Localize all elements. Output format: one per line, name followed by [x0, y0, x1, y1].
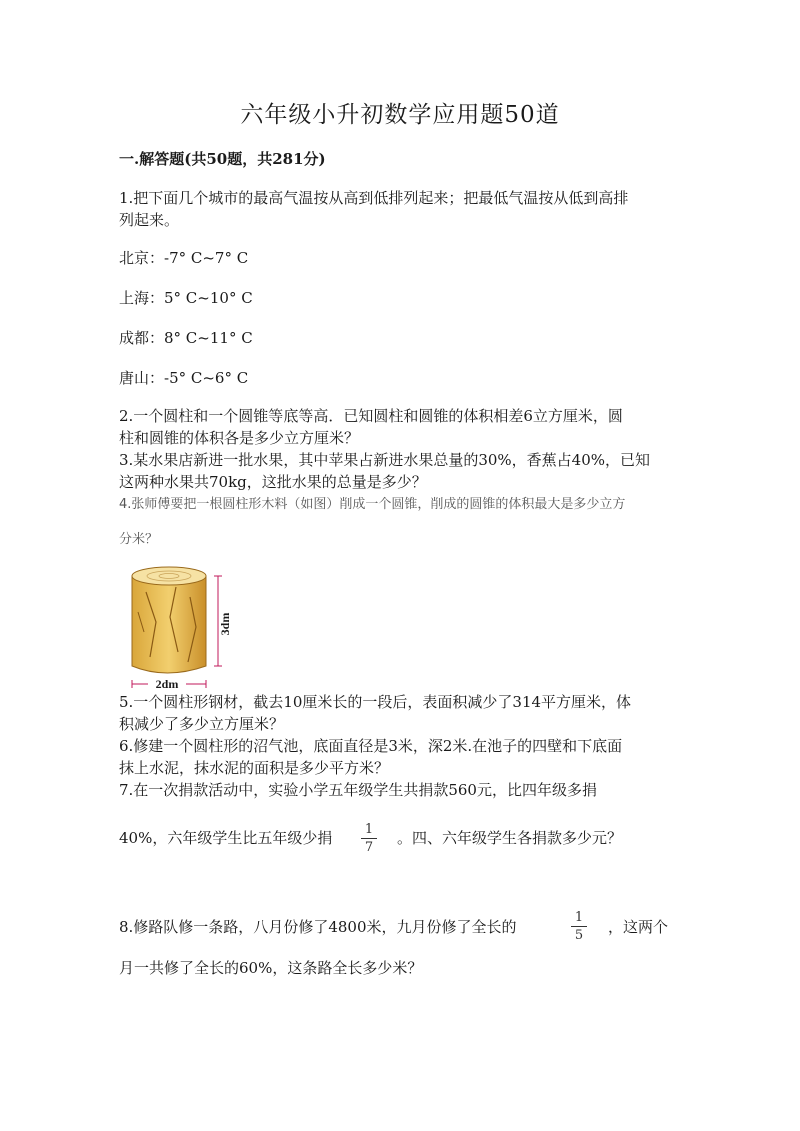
question-4-line-1: 4.张师傅要把一根圆柱形木料（如图）削成一个圆锥，削成的圆锥的体积最大是多少立方 [119, 497, 626, 512]
question-2-line-2: 柱和圆锥的体积各是多少立方厘米？ [119, 429, 360, 447]
question-7-line-2a: 40%，六年级学生比五年级少捐 [119, 829, 333, 847]
fraction-bar [571, 926, 587, 927]
fraction-one-seventh [361, 822, 377, 855]
fraction-bar [361, 838, 377, 839]
question-8-line-2: 月一共修了全长的60%，这条路全长多少米？ [119, 959, 423, 977]
fraction-numerator: 1 [574, 910, 584, 925]
question-6-line-1: 6.修建一个圆柱形的沼气池，底面直径是3米，深2米.在池子的四壁和下底面 [119, 737, 623, 755]
question-7-line-2b: 。四、六年级学生各捐款多少元？ [397, 829, 623, 847]
question-8-line-1a: 8.修路队修一条路，八月份修了4800米，九月份修了全长的 [119, 918, 517, 936]
wood-cylinder-figure [126, 562, 236, 694]
figure-height-label: 3dm [218, 612, 232, 636]
page-title: 六年级小升初数学应用题50道 [240, 102, 560, 128]
question-8-line-1b: ，这两个 [608, 918, 669, 936]
question-1-line-2: 列起来。 [119, 211, 180, 229]
figure-width-label: 2dm [155, 677, 179, 691]
question-3-line-2: 这两种水果共70kg，这批水果的总量是多少？ [119, 473, 427, 491]
question-7-line-1: 7.在一次捐款活动中，实验小学五年级学生共捐款560元，比四年级多捐 [119, 781, 597, 799]
fraction-one-fifth [571, 910, 587, 943]
section-heading: 一.解答题(共50题，共281分) [119, 150, 326, 168]
question-5-line-1: 5.一个圆柱形钢材，截去10厘米长的一段后，表面积减少了314平方厘米，体 [119, 693, 632, 711]
fraction-numerator: 1 [364, 822, 374, 837]
question-1-line-1: 1.把下面几个城市的最高气温按从高到低排列起来；把最低气温按从低到高排 [119, 189, 629, 207]
city-shanghai: 上海：5° C~10° C [119, 289, 253, 307]
city-beijing: 北京：-7° C~7° C [119, 249, 249, 267]
city-tangshan: 唐山：-5° C~6° C [119, 369, 249, 387]
question-6-line-2: 抹上水泥，抹水泥的面积是多少平方米？ [119, 759, 390, 777]
question-5-line-2: 积减少了多少立方厘米？ [119, 715, 285, 733]
fraction-denominator: 5 [574, 928, 584, 943]
question-3-line-1: 3.某水果店新进一批水果，其中苹果占新进水果总量的30%，香蕉占40%，已知 [119, 451, 650, 469]
fraction-denominator: 7 [364, 840, 374, 855]
question-2-line-1: 2.一个圆柱和一个圆锥等底等高．已知圆柱和圆锥的体积相差6立方厘米，圆 [119, 407, 623, 425]
city-chengdu: 成都：8° C~11° C [119, 329, 253, 347]
question-4-line-2: 分米？ [119, 532, 159, 547]
